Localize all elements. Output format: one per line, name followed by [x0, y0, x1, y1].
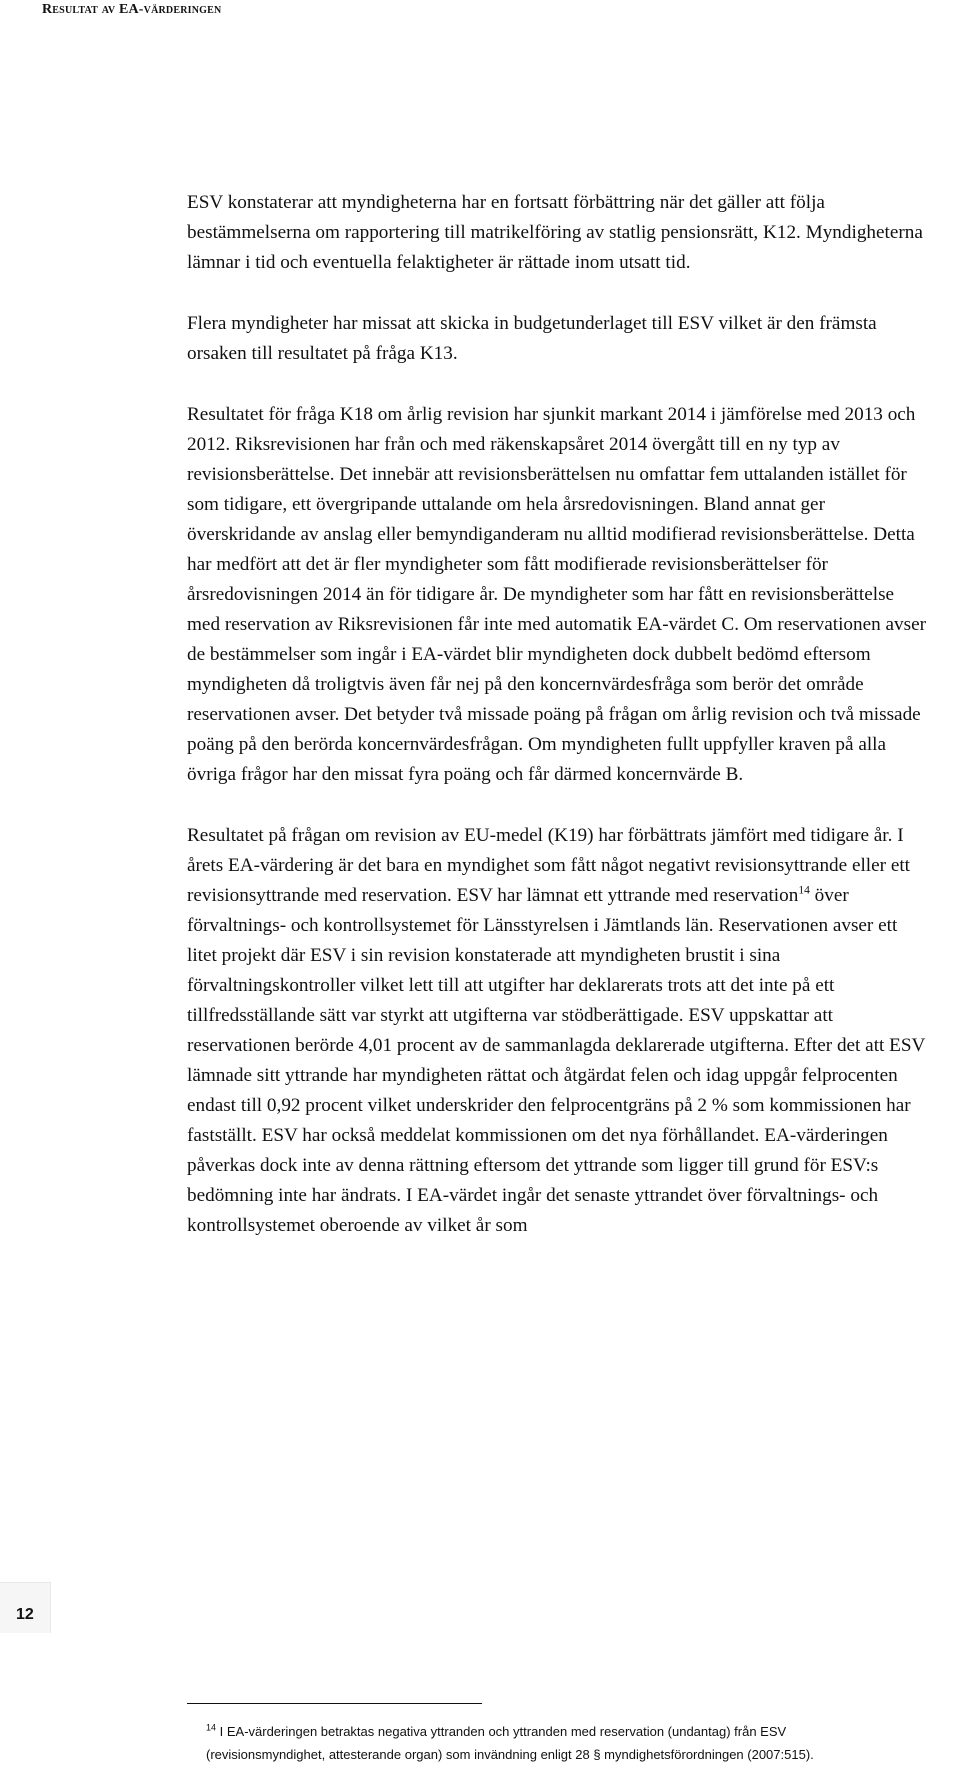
- paragraph-k19-part2: över förvaltnings- och kontrollsystemet för Länsstyrelsen i Jämtlands län. Reservationen avser ett litet projekt där ESV i sin revision konstaterade att myndigheten brustit i sina förvaltningskontroller vilket lett till att utgifter har deklarerats trots att det inte på ett tillfredsställande sätt var styrkt att utgifterna var stödberättigade. ESV uppskattar att reservationen berörde 4,01 procent av de sammanlagda deklarerade utgifterna. Efter det att ESV lämnade sitt yttrande har myndigheten rättat och åtgärdat felen och idag uppgår felprocenten endast till 0,92 procent vilket underskrider den felprocentgräns på 2 % som kommissionen har fastställt. ESV har också meddelat kommissionen om det nya förhållandet. EA-värderingen påverkas dock inte av denna rättning eftersom det yttrande som ligger till grund för ESV:s bedömning inte har ändrats. I EA-värdet ingår det senaste yttrandet över förvaltnings- och kontrollsystemet oberoende av vilket år som: [187, 885, 926, 1236]
- paragraph-k19: [187, 821, 927, 1241]
- paragraph-k19-part1: Resultatet på frågan om revision av EU-medel (K19) har förbättrats jämfört med tidigare år. I årets EA-värdering är det bara en myndighet som fått något negativt revisionsyttrande eller ett revisionsyttrande med reservation. ESV har lämnat ett yttrande med reservation: [187, 825, 911, 906]
- running-header: [42, 0, 902, 30]
- running-header-title: Resultat av EA-värderingen: [42, 2, 222, 17]
- paragraph-k18: Resultatet för fråga K18 om årlig revision har sjunkit markant 2014 i jämförelse med 2013 och 2012. Riksrevisionen har från och med räkenskapsåret 2014 övergått till en ny typ av revisionsberättelse. Det innebär att revisionsberättelsen nu omfattar fem uttalanden istället för som tidigare, ett övergripande uttalande om hela årsredovisningen. Bland annat ger överskridande av anslag eller bemyndiganderam nu alltid modifierad revisionsberättelse. Detta har medfört att det är fler myndigheter som fått modifierade revisionsberättelser för årsredovisningen 2014 än för tidigare år. De myndigheter som har fått en revisionsberättelse med reservation av Riksrevisionen får inte med automatik EA-värdet C. Om reservationen avser de bestämmelser som ingår i EA-värdet blir myndigheten dock dubbelt bedömd eftersom myndigheten då troligtvis även får nej på den koncernvärdesfråga som berör det område reservationen avser. Det betyder två missade poäng på frågan om årlig revision och två missade poäng på den berörda koncernvärdesfrågan. Om myndigheten fullt uppfyller kraven på alla övriga frågor har den missat fyra poäng och får därmed koncernvärde B.: [187, 404, 927, 785]
- main-text: [187, 188, 927, 1241]
- footnote: [206, 1720, 906, 1766]
- paragraph-k12: ESV konstaterar att myndigheterna har en fortsatt förbättring när det gäller att följa bestämmelserna om rapportering till matrikelföring av statlig pensionsrätt, K12. Myndigheterna lämnar i tid och eventuella felaktigheter är rättade inom utsatt tid.: [187, 192, 923, 273]
- footnote-number: 14: [206, 1722, 217, 1733]
- page-number: 12: [16, 1606, 34, 1623]
- paragraph-k13: Flera myndigheter har missat att skicka in budgetunderlaget till ESV vilket är den främsta orsaken till resultatet på fråga K13.: [187, 313, 877, 364]
- footnote-text: I EA-värderingen betraktas negativa yttranden och yttranden med reservation (undantag) från ESV (revisionsmyndighet, attesterande organ) som invändning enligt 28 § myndighetsförordningen (2007:515).: [206, 1724, 814, 1762]
- footnote-reference[interactable]: 14: [798, 884, 810, 897]
- footnote-separator: [187, 1703, 482, 1704]
